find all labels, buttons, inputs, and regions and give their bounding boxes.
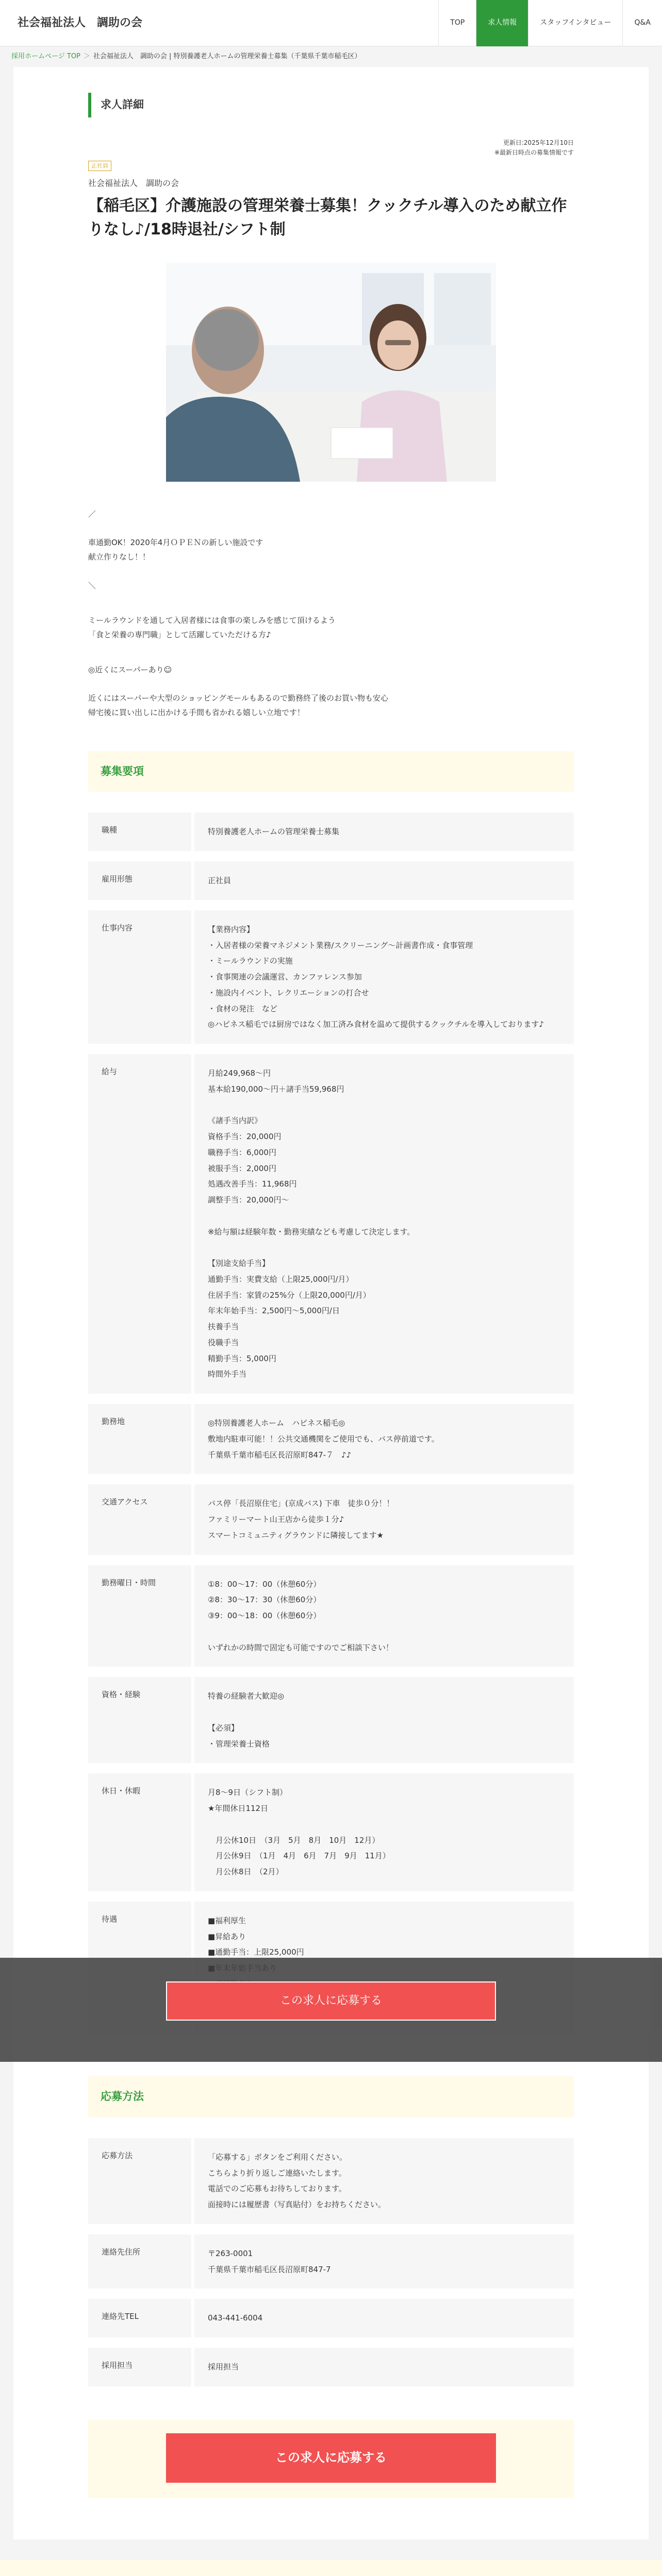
sticky-apply-bar <box>0 1958 662 2062</box>
requirement-row <box>88 812 574 851</box>
requirement-row <box>88 1677 574 1763</box>
apply-method-row <box>88 2234 574 2289</box>
requirement-label: 交通アクセス <box>88 1484 191 1554</box>
requirement-label: 待遇 <box>88 1902 191 2035</box>
requirement-value: 月8～9日（シフト制） ★年間休日112日 月公休10日 （3月 5月 8月 10月 12月） 月公休9日 （1月 4月 6月 7月 9月 11月） 月公休8日 （2月） <box>191 1773 574 1891</box>
requirement-row <box>88 861 574 900</box>
job-detail-card <box>13 67 649 2539</box>
requirement-label: 仕事内容 <box>88 910 191 1044</box>
requirement-row <box>88 910 574 1044</box>
update-info <box>88 138 574 158</box>
global-nav <box>438 0 662 46</box>
intro-paragraph: ◎近くにスーパーあり☺ 近くにはスーパーや大型のショッピングモールもあるので勤務終了後のお買い物も安心 帰宅後に買い出しに出かける手間も省かれる嬉しい立地です！ <box>88 665 389 717</box>
requirement-value: ①8：00～17：00（休憩60分） ②8：30～17：30（休憩60分） ③9：00～18：00（休憩60分） いずれかの時間で固定も可能ですのでご相談下さい！ <box>191 1565 574 1667</box>
breadcrumb-home-link[interactable]: 採用ホームページ TOP <box>11 52 80 60</box>
apply-box <box>88 2420 574 2498</box>
requirement-row <box>88 1404 574 1474</box>
requirement-label: 雇用形態 <box>88 861 191 900</box>
nav-top[interactable]: TOP <box>438 0 476 46</box>
interview-photo-illustration <box>166 263 496 482</box>
apply-method-value: 043-441-6004 <box>191 2299 574 2337</box>
requirement-row <box>88 1565 574 1667</box>
apply-method-row <box>88 2138 574 2224</box>
apply-method-label: 採用担当 <box>88 2348 191 2386</box>
nav-qa[interactable]: Q&A <box>622 0 662 46</box>
intro-paragraph: ミールラウンドを通して入居者様には食事の楽しみを感じて頂けるよう 「食と栄養の専門職」として活躍していただける方♪ <box>88 616 336 639</box>
requirement-label: 勤務曜日・時間 <box>88 1565 191 1667</box>
requirement-value: 正社員 <box>191 861 574 900</box>
job-intro <box>88 507 574 720</box>
apply-method-value: 採用担当 <box>191 2348 574 2386</box>
job-photo <box>166 263 496 482</box>
apply-method-table <box>88 2128 574 2397</box>
requirement-value: 特別養護老人ホームの管理栄養士募集 <box>191 812 574 851</box>
requirement-value: ◎特別養護老人ホーム ハピネス稲毛◎ 敷地内駐車可能！！公共交通機関をご使用でも、バス停前道です。 千葉県千葉市稲毛区長沼原町847-７ ♪♪ <box>191 1404 574 1474</box>
requirement-label: 資格・経験 <box>88 1677 191 1763</box>
requirement-value: バス停「長沼原住宅」(京成バス) 下車 徒歩０分！！ ファミリーマート山王店から徒歩１分♪ スマートコミュニティグラウンドに隣接してます★ <box>191 1484 574 1554</box>
requirement-label: 勤務地 <box>88 1404 191 1474</box>
apply-method-value: 「応募する」ボタンをご利用ください。 こちらより折り返しご連絡いたします。 電話でのご応募もお待ちしております。 面接時には履歴書（写真貼付）をお持ちください。 <box>191 2138 574 2224</box>
apply-method-label: 応募方法 <box>88 2138 191 2224</box>
site-footer <box>0 2560 662 2576</box>
apply-method-row <box>88 2299 574 2337</box>
breadcrumb-current: 社会福祉法人 調助の会 | 特別養護老人ホームの管理栄養士募集（千葉県千葉市稲毛区） <box>93 52 361 60</box>
requirement-row <box>88 1773 574 1891</box>
nav-staff-interview[interactable]: スタッフインタビュー <box>528 0 622 46</box>
requirement-value: 月給249,968～円 基本給190,000～円＋諸手当59,968円 《諸手当内訳》 資格手当：20,000円 職務手当：6,000円 被服手当：2,000円 処遇改善手当：11,968円 調整手当：20,000円～ ※給与額は経験年数・勤務実績なども考慮して決定します。 【別途支給手当】 通勤手当：実費支給（上限25,000円/月） 住居手当：家賃の25%分（上限20,000円/月） 年末年始手当：2,500円～5,000円/日 扶養手当 役職手当 精勤手当：5,000円 時間外手当 <box>191 1054 574 1394</box>
nav-jobs[interactable]: 求人情報 <box>476 0 528 46</box>
requirement-value: 特養の経験者大歓迎◎ 【必須】 ・管理栄養士資格 <box>191 1677 574 1763</box>
breadcrumb-separator: ＞ <box>83 52 90 60</box>
apply-method-heading: 応募方法 <box>88 2076 574 2117</box>
requirement-label: 職種 <box>88 812 191 851</box>
apply-method-label: 連絡先TEL <box>88 2299 191 2337</box>
employment-badge: 正社員 <box>88 161 111 171</box>
corporation-name: 社会福祉法人 調助の会 <box>88 178 179 188</box>
apply-method-value: 〒263-0001 千葉県千葉市稲毛区長沼原町847-7 <box>191 2234 574 2289</box>
section-title: 求人詳細 <box>88 93 574 117</box>
site-header <box>0 0 662 46</box>
apply-method-row <box>88 2348 574 2386</box>
requirement-value: 【業務内容】 ・入居者様の栄養マネジメント業務/スクリーニング〜計画書作成・食事管理 ・ミールラウンドの実施 ・食事関連の会議運営、カンファレンス参加 ・施設内イベント、レクリエーションの打合せ ・食材の発注 など ◎ハピネス稲毛では厨房ではなく加工済み食材を温めて提供するクックチルを導入しております♪ <box>191 910 574 1044</box>
requirement-value: ■福利厚生 ■昇給あり ■通勤手当：上限25,000円 <box>191 1902 574 2035</box>
updated-note: ※最新日時点の募集情報です <box>494 148 574 156</box>
sticky-apply-button[interactable]: この求人に応募する <box>166 1981 496 2021</box>
requirements-table <box>88 802 574 2045</box>
intro-paragraph: ／ 車通勤OK！2020年4月ＯＰＥＮの新しい施設です 献立作りなし！！ ＼ <box>88 509 263 590</box>
requirements-heading: 募集要項 <box>88 751 574 792</box>
breadcrumb <box>0 46 662 67</box>
requirement-label: 休日・休暇 <box>88 1773 191 1891</box>
requirement-row <box>88 1054 574 1394</box>
job-title: 【稲毛区】介護施設の管理栄養士募集！クックチル導入のため献立作りなし♪/18時退社/シフト制 <box>88 196 567 239</box>
apply-method-label: 連絡先住所 <box>88 2234 191 2289</box>
apply-button[interactable]: この求人に応募する <box>166 2433 496 2483</box>
site-logo[interactable]: 社会福祉法人 調助の会 <box>18 16 143 29</box>
requirement-label: 給与 <box>88 1054 191 1394</box>
updated-date: 更新日:2025年12月10日 <box>503 139 574 146</box>
requirement-row <box>88 1484 574 1554</box>
